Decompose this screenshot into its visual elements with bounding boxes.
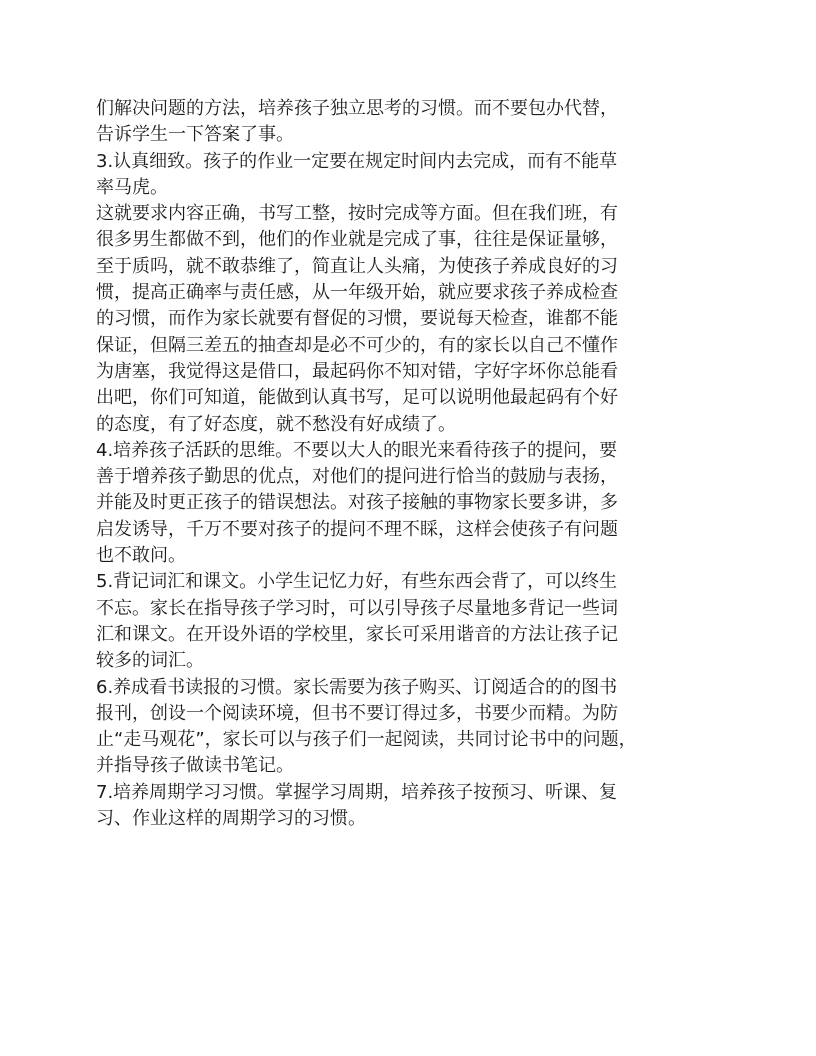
text-line: 3.认真细致。孩子的作业一定要在规定时间内去完成，而有不能草 [96, 150, 618, 172]
text-line: 的态度，有了好态度，就不愁没有好成绩了。 [96, 413, 456, 435]
text-line: 报刊，创设一个阅读环境，但书不要订得过多，书要少而精。为防 [96, 702, 618, 724]
text-line: 并能及时更正孩子的错误想法。对孩子接触的事物家长要多讲，多 [96, 492, 618, 514]
text-line: 出吧，你们可知道，能做到认真书写，足可以说明他最起码有个好 [96, 387, 618, 409]
text-line: 为唐塞，我觉得这是借口，最起码你不知对错，字好字坏你总能看 [96, 360, 618, 382]
text-line: 并指导孩子做读书笔记。 [96, 755, 294, 777]
body-text [96, 96, 736, 832]
text-line: 6.养成看书读报的习惯。家长需要为孩子购买、订阅适合的的图书 [96, 676, 618, 698]
text-line: 善于增养孩子勤思的优点，对他们的提问进行恰当的鼓励与表扬， [96, 466, 618, 488]
text-line: 7.培养周期学习习惯。掌握学习周期，培养孩子按预习、听课、复 [96, 781, 618, 803]
text-line: 5.背记词汇和课文。小学生记忆力好，有些东西会背了，可以终生 [96, 571, 618, 593]
text-line: 止“走马观花”，家长可以与孩子们一起阅读，共同讨论书中的问题， [96, 729, 637, 751]
text-line: 保证，但隔三差五的抽查却是必不可少的，有的家长以自己不懂作 [96, 334, 618, 356]
text-line: 惯，提高正确率与责任感，从一年级开始，就应要求孩子养成检查 [96, 282, 618, 304]
text-line: 启发诱导，千万不要对孩子的提问不理不睬，这样会使孩子有问题 [96, 518, 618, 540]
text-line: 汇和课文。在开设外语的学校里，家长可采用谐音的方法让孩子记 [96, 623, 618, 645]
text-line: 4.培养孩子活跃的思维。不要以大人的眼光来看待孩子的提问，要 [96, 439, 618, 461]
text-line: 的习惯，而作为家长就要有督促的习惯，要说每天检查，谁都不能 [96, 308, 618, 330]
text-line: 习、作业这样的周期学习的习惯。 [96, 808, 366, 830]
text-line: 很多男生都做不到，他们的作业就是完成了事，往往是保证量够， [96, 229, 618, 251]
text-line: 这就要求内容正确，书写工整，按时完成等方面。但在我们班，有 [96, 203, 618, 225]
text-line: 不忘。家长在指导孩子学习时，可以引导孩子尽量地多背记一些词 [96, 597, 618, 619]
text-line: 们解决问题的方法，培养孩子独立思考的习惯。而不要包办代替， [96, 98, 618, 119]
text-line: 告诉学生一下答案了事。 [96, 124, 294, 146]
text-line: 较多的词汇。 [96, 650, 204, 672]
text-line: 率马虎。 [96, 176, 168, 198]
text-line: 也不敢问。 [96, 545, 186, 567]
text-line: 至于质吗，就不敢恭维了，简直让人头痛，为使孩子养成良好的习 [96, 255, 618, 277]
